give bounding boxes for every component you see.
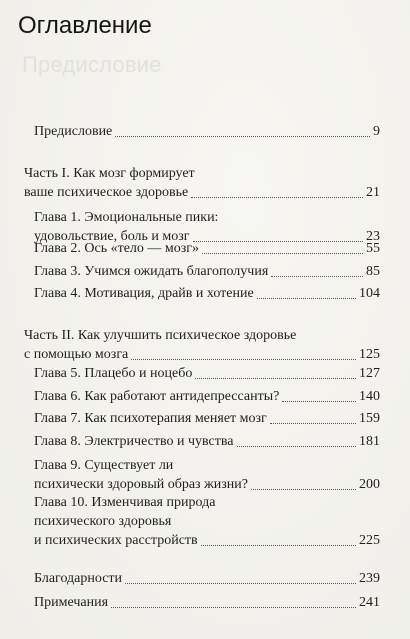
toc-entry-label: Глава 3. Учимся ожидать благополучия [34, 264, 269, 279]
toc-entry-chapter-5[interactable] [34, 364, 380, 383]
toc-page-number: 9 [373, 124, 380, 139]
toc-entry-preface[interactable] [34, 122, 380, 141]
toc-entry-label: и психических расстройств [34, 533, 198, 548]
toc-page-number: 239 [359, 571, 380, 586]
leader-dots [115, 136, 370, 137]
toc-entry-label: Глава 4. Мотивация, драйв и хотение [34, 286, 254, 301]
leader-dots [237, 446, 356, 447]
toc-entry-label: психического здоровья [34, 514, 172, 529]
toc-entry-label: Глава 1. Эмоциональные пики: [34, 210, 219, 225]
toc-entry-chapter-10[interactable] [34, 493, 380, 550]
toc-entry-label: Глава 8. Электричество и чувства [34, 434, 234, 449]
toc-entry-label: удовольствие, боль и мозг [34, 229, 190, 244]
toc-entry-label: Глава 7. Как психотерапия меняет мозг [34, 411, 267, 426]
toc-entry-label: ваше психическое здоровье [24, 185, 189, 200]
toc-entry-label: Часть I. Как мозг формирует [24, 166, 195, 181]
toc-entry-chapter-3[interactable] [34, 262, 380, 281]
leader-dots [131, 359, 356, 360]
toc-entry-label: Предисловие [34, 124, 113, 139]
toc-entry-part-1[interactable] [24, 164, 380, 202]
toc-page-number: 21 [366, 185, 380, 200]
toc-page-number: 159 [359, 411, 380, 426]
leader-dots [270, 423, 356, 424]
toc-page-number: 140 [359, 389, 380, 404]
toc-page-number: 181 [359, 434, 380, 449]
leader-dots [111, 607, 356, 608]
toc-entry-chapter-7[interactable] [34, 409, 380, 428]
toc-page-number: 127 [359, 366, 380, 381]
toc-entry-label: Часть II. Как улучшить психическое здоровье [24, 328, 297, 343]
toc-entry-acknowledgements[interactable] [34, 569, 380, 588]
toc-entry-chapter-2[interactable] [34, 239, 380, 258]
toc-entry-label: Глава 9. Существует ли [34, 458, 174, 473]
toc-entry-label: Благодарности [34, 571, 123, 586]
leader-dots [191, 197, 363, 198]
toc-entry-label: Глава 5. Плацебо и ноцебо [34, 366, 193, 381]
toc-entry-label: Примечания [34, 595, 109, 610]
toc-entry-part-2[interactable] [24, 326, 380, 364]
toc-entry-label: психически здоровый образ жизни? [34, 477, 248, 492]
toc-entry-label: с помощью мозга [24, 347, 129, 362]
toc-entry-label: Глава 6. Как работают антидепрессанты? [34, 389, 280, 404]
leader-dots [271, 276, 363, 277]
leader-dots [257, 298, 356, 299]
toc-entry-notes[interactable] [34, 593, 380, 612]
toc-page-number: 241 [359, 595, 380, 610]
toc-page-number: 125 [359, 347, 380, 362]
toc-page-number: 23 [366, 229, 380, 244]
toc-entry-chapter-8[interactable] [34, 432, 380, 451]
toc-page-number: 85 [366, 264, 380, 279]
toc-page-number: 200 [359, 477, 380, 492]
toc-entry-label: Глава 2. Ось «тело — мозг» [34, 241, 200, 256]
toc-page-number: 104 [359, 286, 380, 301]
toc-entry-chapter-9[interactable] [34, 456, 380, 494]
leader-dots [201, 545, 356, 546]
leader-dots [125, 583, 356, 584]
leader-dots [282, 401, 356, 402]
leader-dots [195, 378, 356, 379]
leader-dots [202, 253, 363, 254]
toc-entry-chapter-4[interactable] [34, 284, 380, 303]
toc-page-number: 225 [359, 533, 380, 548]
leader-dots [251, 489, 356, 490]
toc-entry-chapter-6[interactable] [34, 387, 380, 406]
show-through-text: Предисловие [22, 52, 162, 77]
toc-entry-label: Глава 10. Изменчивая природа [34, 495, 216, 510]
toc-page-number: 55 [366, 241, 380, 256]
page-title: Оглавление [18, 12, 152, 39]
